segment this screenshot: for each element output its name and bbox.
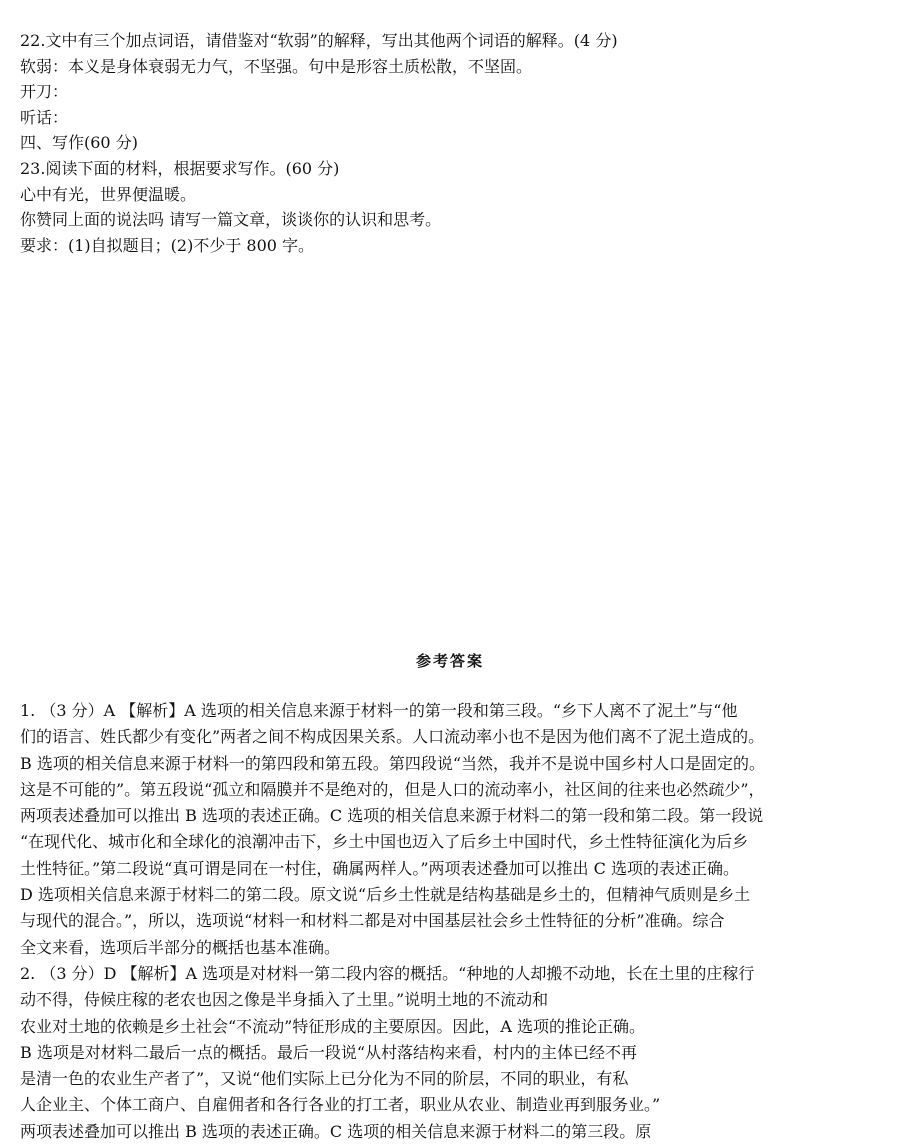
answer-line: 农业对土地的依赖是乡土社会“不流动”特征形成的主要原因。因此，A 选项的推论正确。 — [20, 1016, 646, 1036]
question-23-material: 心中有光，世界便温暖。 — [20, 184, 197, 204]
answer-line: “在现代化、城市化和全球化的浪潮冲击下，乡土中国也迈入了后乡土中国时代，乡土性特征演化为后乡 — [20, 832, 749, 852]
question-23-prompt: 23.阅读下面的材料，根据要求写作。(60 分) — [20, 158, 340, 178]
answer-line: D 选项相关信息来源于材料二的第二段。原文说“后乡土性就是结构基础是乡土的，但精神气质则是乡土 — [20, 885, 751, 905]
question-22-answer-tinghua: 听话： — [20, 107, 69, 127]
section-heading-writing: 四、写作(60 分) — [20, 133, 138, 153]
answer-line: 2. （3 分）D 【解析】A 选项是对材料一第二段内容的概括。“种地的人却搬不动地，长在土里的庄稼行 — [20, 963, 755, 983]
answer-line: 这是不可能的”。第五段说“孤立和隔膜并不是绝对的，但是人口的流动率小，社区间的往来也必然疏少”， — [20, 779, 765, 799]
answer-line: 人企业主、个体工商户、自雇佣者和各行各业的打工者，职业从农业、制造业再到服务业。” — [20, 1095, 661, 1115]
question-22-example: 软弱：本义是身体衰弱无力气，不坚强。句中是形容土质松散，不坚固。 — [20, 56, 533, 76]
answer-line: 是清一色的农业生产者了”，又说“他们实际上已分化为不同的阶层，不同的职业，有私 — [20, 1069, 629, 1089]
answer-line: B 选项的相关信息来源于材料一的第四段和第五段。第四段说“当然，我并不是说中国乡村人口是固定的。 — [20, 753, 766, 773]
question-section — [20, 28, 890, 258]
question-23-task: 你赞同上面的说法吗 请写一篇文章，谈谈你的认识和思考。 — [20, 210, 442, 230]
answer-line: 土性特征。”第二段说“真可谓是同在一村住，确属两样人。”两项表述叠加可以推出 C 选项的表述正确。 — [20, 858, 739, 878]
answer-line: 们的语言、姓氏都少有变化”两者之间不构成因果关系。人口流动率小也不是因为他们离不了泥土造成的。 — [20, 727, 765, 747]
answers-title: 参考答案 — [415, 652, 484, 670]
question-22-answer-kaidao: 开刀： — [20, 82, 69, 102]
answer-line: B 选项是对材料二最后一点的概括。最后一段说“从村落结构来看，村内的主体已经不再 — [20, 1042, 638, 1062]
answer-line: 与现代的混合。”，所以，选项说“材料一和材料二都是对中国基层社会乡土性特征的分析”准确。综合 — [20, 911, 725, 931]
question-23-requirements: 要求：(1)自拟题目；(2)不少于 800 字。 — [20, 235, 315, 255]
answer-section — [20, 698, 890, 1145]
answer-line: 全文来看，选项后半部分的概括也基本准确。 — [20, 937, 341, 957]
answer-line: 动不得，侍候庄稼的老农也因之像是半身插入了土里。”说明土地的不流动和 — [20, 990, 549, 1010]
answer-line: 两项表述叠加可以推出 B 选项的表述正确。C 选项的相关信息来源于材料二的第三段。原 — [20, 1121, 652, 1141]
answer-line: 1. （3 分）A 【解析】A 选项的相关信息来源于材料一的第一段和第三段。“乡下人离不了泥土”与“他 — [20, 701, 738, 720]
question-22-prompt: 22.文中有三个加点词语，请借鉴对“软弱”的解释，写出其他两个词语的解释。(4 分) — [20, 31, 618, 50]
answer-line: 两项表述叠加可以推出 B 选项的表述正确。C 选项的相关信息来源于材料二的第一段和第二段。第一段说 — [20, 806, 764, 826]
